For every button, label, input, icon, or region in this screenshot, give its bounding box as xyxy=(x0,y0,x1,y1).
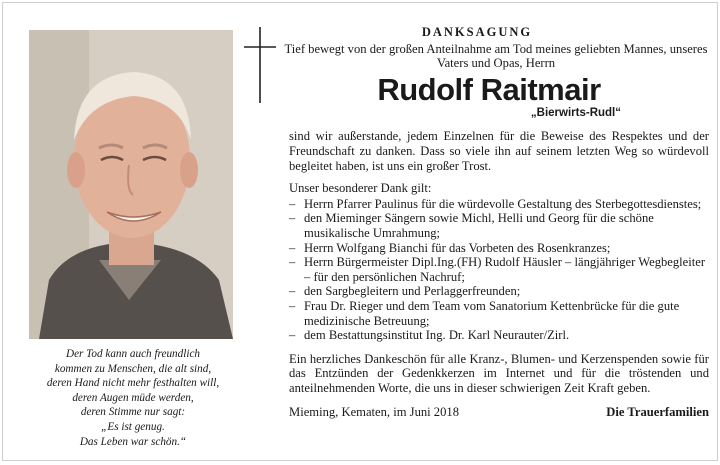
poem-line: Das Leben war schön.“ xyxy=(79,435,187,448)
intro-text: Tief bewegt von der großen Anteilnahme am Tod meines geliebten Mannes, unseres Vaters und Opas, Herrn xyxy=(284,41,708,71)
poem-line: kommen zu Menschen, die alt sind, xyxy=(54,362,212,375)
list-item: – den Sargbegleitern und Perlaggerfreunden; xyxy=(289,284,709,299)
poem xyxy=(23,347,243,449)
poem-line: deren Hand nicht mehr festhalten will, xyxy=(46,377,220,390)
poem-line: deren Augen müde werden, xyxy=(72,391,194,404)
list-item: – Herrn Bürgermeister Dipl.Ing.(FH) Rudolf Häusler – längjähriger Wegbegleiter – für den persönlichen Nachruf; xyxy=(289,255,709,284)
portrait-photo xyxy=(29,30,233,339)
deceased-name: Rudolf Raitmair xyxy=(377,71,601,107)
text-column xyxy=(284,25,709,420)
thanks-paragraph: sind wir außerstande, jedem Einzelnen für die Beweise des Respektes und der Freundschaft zu danken. Dass so viele ihn auf seinem letzten Weg so würdevoll begleitet haben, ist uns ein großer Trost. xyxy=(289,129,709,173)
place-date: Mieming, Kematen, im Juni 2018 xyxy=(289,405,459,420)
poem-line: Der Tod kann auch freundlich xyxy=(65,348,201,360)
page-title: DANKSAGUNG xyxy=(421,25,533,39)
list-item: – den Mieminger Sängern sowie Michl, Helli und Georg für die schöne musikalische Umrahmung; xyxy=(289,211,709,240)
closing-paragraph: Ein herzliches Dankeschön für alle Kranz-, Blumen- und Kerzenspenden sowie für das Entzünden der Gedenkkerzen im Internet und für die tröstenden und anteilnehmenden Worte, die uns in dieser schwierigen Zeit Kraft geben. xyxy=(289,351,709,395)
list-item: – dem Bestattungsinstitut Ing. Dr. Karl Neurauter/Zirl. xyxy=(289,328,709,343)
footer xyxy=(289,405,709,420)
poem-line: „Es ist genug. xyxy=(101,420,165,433)
portrait-illustration xyxy=(29,30,233,339)
thanks-heading: Unser besonderer Dank gilt: xyxy=(289,181,432,196)
list-item: – Frau Dr. Rieger und dem Team vom Sanatorium Kettenbrücke für die gute medizinische Betreuung; xyxy=(289,299,709,328)
list-item: – Herrn Pfarrer Paulinus für die würdevolle Gestaltung des Sterbegottesdienstes; xyxy=(289,197,709,212)
thanks-list xyxy=(289,197,709,343)
nickname: „Bierwirts-Rudl“ xyxy=(530,106,621,119)
list-item: – Herrn Wolfgang Bianchi für das Vorbeten des Rosenkranzes; xyxy=(289,241,709,256)
obituary-card xyxy=(2,2,718,461)
signature: Die Trauerfamilien xyxy=(606,405,709,420)
poem-line: deren Stimme nur sagt: xyxy=(80,406,186,419)
